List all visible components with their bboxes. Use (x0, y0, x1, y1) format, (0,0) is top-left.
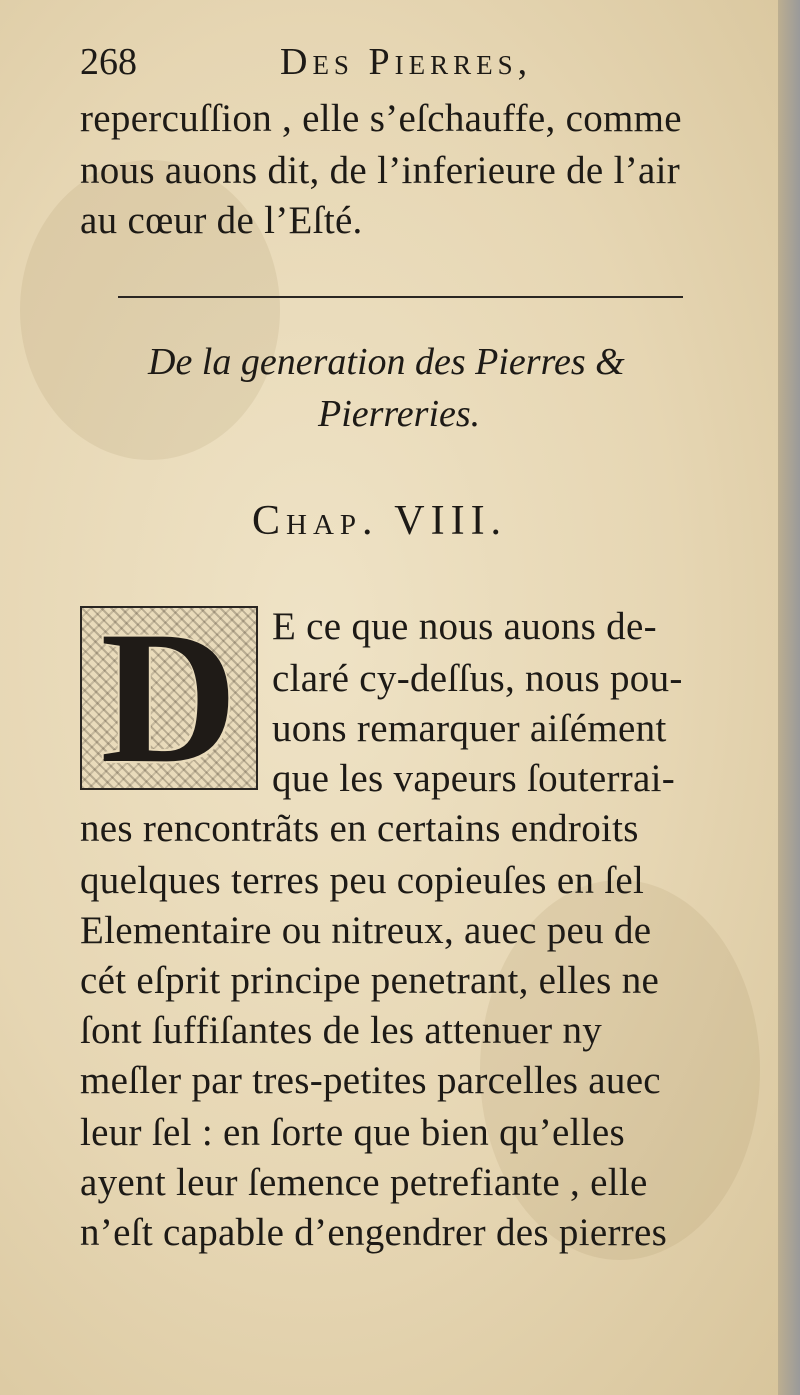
text-line: quelques terres peu copieuſes en ſel (80, 859, 645, 902)
decorated-initial (80, 593, 258, 803)
section-title-line: Pierreries. (318, 393, 481, 435)
text-line: nes rencontrãts en certains endroits (80, 807, 639, 850)
text-line: repercuſſion , elle s’eſchauffe, comme (80, 97, 682, 140)
text-line: leur ſel : en ſorte que bien qu’elles (80, 1111, 625, 1154)
text-line: nous auons dit, de l’inferieure de l’air (80, 149, 681, 192)
page-header (80, 40, 720, 92)
text-line: n’eſt capable d’engendrer des pierres (80, 1211, 668, 1254)
text-line: cét eſprit principe penetrant, elles ne (80, 959, 660, 1002)
text-line: que les vapeurs ſouterrai- (272, 757, 676, 800)
text-line: meſler par tres-petites parcelles auec (80, 1059, 661, 1102)
page-number: 268 (80, 41, 137, 83)
text-line: E ce que nous auons de- (272, 605, 657, 648)
text-line: ayent leur ſemence petrefiante , elle (80, 1161, 648, 1204)
text-line: ſont ſuffiſantes de les attenuer ny (80, 1009, 603, 1052)
running-title: Des Pierres, (280, 41, 533, 83)
text-line: Elementaire ou nitreux, auec peu de (80, 909, 652, 952)
text-line: au cœur de l’Eſté. (80, 199, 363, 242)
initial-letter: D (100, 593, 238, 803)
section-divider (118, 296, 683, 298)
section-title-line: De la generation des Pierres & (148, 341, 625, 383)
text-line: uons remarquer aiſément (272, 707, 667, 750)
chapter-heading: Chap. VIII. (252, 498, 508, 544)
page-edge (778, 0, 800, 1395)
text-line: claré cy-deſſus, nous pou- (272, 657, 683, 700)
